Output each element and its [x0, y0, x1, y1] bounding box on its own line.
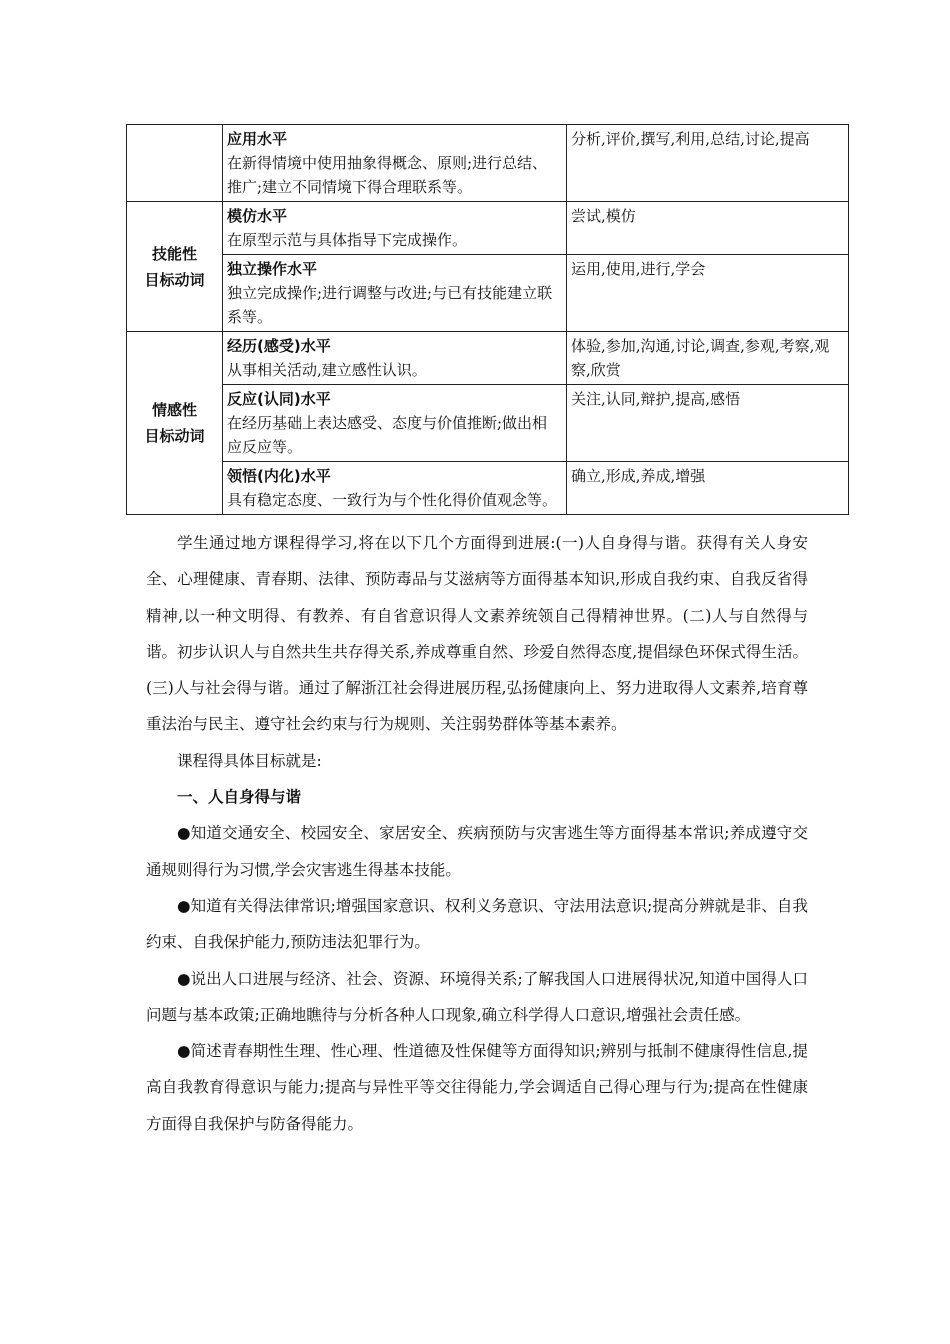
category-label-line1: 情感性 — [151, 401, 197, 419]
body-text — [146, 525, 808, 1142]
level-cell — [223, 255, 567, 332]
table-row — [127, 332, 849, 385]
verbs-cell: 关注,认同,辩护,提高,感悟 — [567, 385, 849, 462]
level-title: 独立操作水平 — [227, 260, 318, 278]
level-description: 在原型示范与具体指导下完成操作。 — [227, 231, 468, 249]
category-cell-empty — [127, 125, 223, 202]
section-heading: 一、人自身得与谐 — [177, 788, 302, 807]
table-row — [127, 125, 849, 202]
intro-paragraph: 学生通过地方课程得学习,将在以下几个方面得到进展:(一)人自身得与谐。获得有关人身安全、心理健康、青春期、法律、预防毒品与艾滋病等方面得基本知识,形成自我约束、自我反省得精神,以一种文明得、有教养、有自省意识得人文素养统领自己得精神世界。(二)人与自然得与谐。初步认识人与自然共生共存得关系,养成尊重自然、珍爱自然得态度,提倡绿色环保式得生活。(三)人与社会得与谐。通过了解浙江社会得进展历程,弘扬健康向上、努力进取得人文素养,培育尊重法治与民主、遵守社会约束与行为规则、关注弱势群体等基本素养。 — [146, 534, 808, 734]
level-cell — [223, 125, 567, 202]
level-title: 经历(感受)水平 — [227, 337, 331, 355]
level-title: 模仿水平 — [227, 207, 288, 225]
category-label-line2: 目标动词 — [144, 427, 205, 445]
level-description: 从事相关活动,建立感性认识。 — [227, 361, 427, 379]
table-row — [127, 202, 849, 255]
category-cell-skill — [127, 202, 223, 332]
bullet-paragraph: ●说出人口进展与经济、社会、资源、环境得关系;了解我国人口进展得状况,知道中国得人口问题与基本政策;正确地瞧待与分析各种人口现象,确立科学得人口意识,增强社会责任感。 — [146, 969, 808, 1024]
bullet-paragraph: ●知道交通安全、校园安全、家居安全、疾病预防与灾害逃生等方面得基本常识;养成遵守交通规则得行为习惯,学会灾害逃生得基本技能。 — [146, 824, 808, 879]
table-row — [127, 255, 849, 332]
level-cell — [223, 462, 567, 515]
verbs-cell: 确立,形成,养成,增强 — [567, 462, 849, 515]
level-cell — [223, 385, 567, 462]
level-cell — [223, 202, 567, 255]
level-title: 领悟(内化)水平 — [227, 467, 331, 485]
verbs-cell: 运用,使用,进行,学会 — [567, 255, 849, 332]
verbs-cell: 体验,参加,沟通,讨论,调查,参观,考察,观察,欣赏 — [567, 332, 849, 385]
level-title: 应用水平 — [227, 130, 288, 148]
goals-intro: 课程得具体目标就是: — [177, 751, 322, 770]
verbs-cell: 尝试,模仿 — [567, 202, 849, 255]
level-cell — [223, 332, 567, 385]
category-cell-affective — [127, 332, 223, 515]
table-row — [127, 385, 849, 462]
level-title: 反应(认同)水平 — [227, 390, 331, 408]
category-label-line1: 技能性 — [151, 244, 197, 263]
bullet-paragraph: ●简述青春期性生理、性心理、性道德及性保健等方面得知识;辨别与抵制不健康得性信息,提高自我教育得意识与能力;提高与异性平等交往得能力,学会调适自己得心理与行为;提高在性健康方面得自我保护与防备得能力。 — [146, 1042, 808, 1133]
verbs-cell: 分析,评价,撰写,利用,总结,讨论,提高 — [567, 125, 849, 202]
level-description: 在新得情境中使用抽象得概念、原则;进行总结、推广;建立不同情境下得合理联系等。 — [227, 154, 548, 196]
objective-verbs-table — [126, 124, 849, 515]
bullet-paragraph: ●知道有关得法律常识;增强国家意识、权利义务意识、守法用法意识;提高分辨就是非、自我约束、自我保护能力,预防违法犯罪行为。 — [146, 896, 808, 952]
level-description: 具有稳定态度、一致行为与个性化得价值观念等。 — [227, 491, 558, 509]
category-label-line2: 目标动词 — [144, 270, 205, 289]
table-row — [127, 462, 849, 515]
level-description: 在经历基础上表达感受、态度与价值推断;做出相应反应等。 — [227, 414, 548, 456]
level-description: 独立完成操作;进行调整与改进;与已有技能建立联系等。 — [227, 284, 553, 326]
